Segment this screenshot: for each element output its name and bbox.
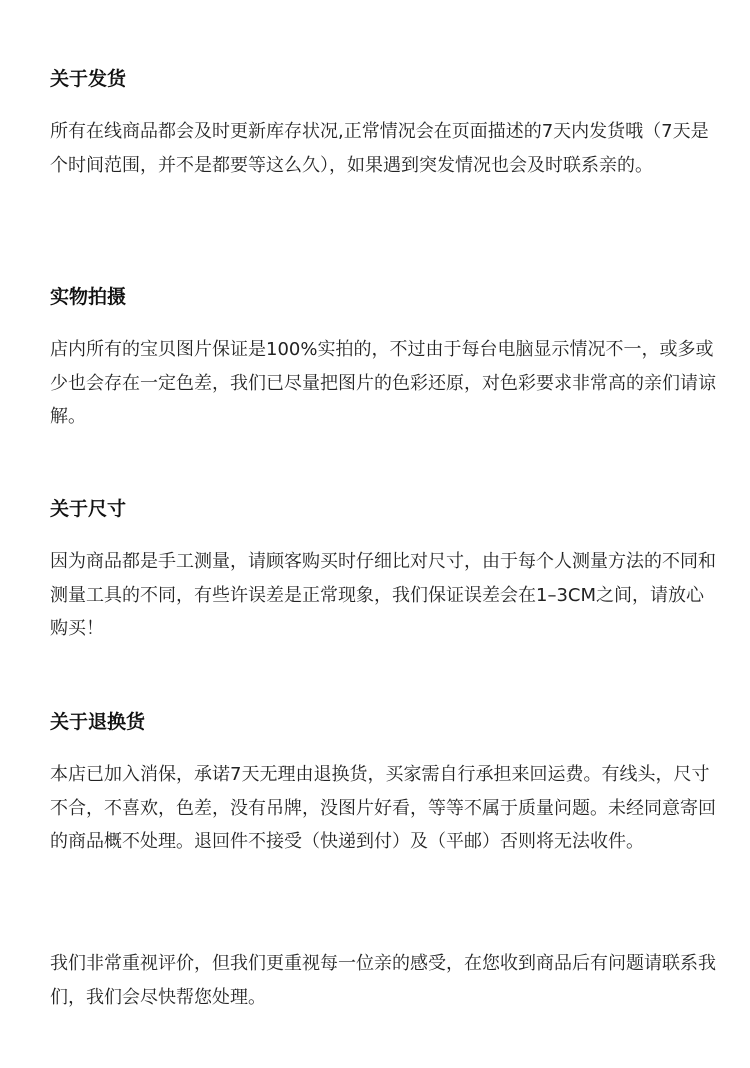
section-title: 关于退换货 (50, 711, 146, 733)
section-body: 店内所有的宝贝图片保证是100%实拍的，不过由于每台电脑显示情况不一，或多或少也会存在一定色差，我们已尽量把图片的色彩还原，对色彩要求非常高的亲们请谅解。 (50, 339, 716, 427)
section-shipping (50, 67, 718, 182)
section-body: 因为商品都是手工测量，请顾客购买时仔细比对尺寸，由于每个人测量方法的不同和测量工具的不同，有些许误差是正常现象，我们保证误差会在1–3CM之间，请放心购买！ (50, 551, 716, 639)
section-returns (50, 710, 718, 859)
section-photography (50, 285, 718, 434)
section-title: 关于发货 (50, 68, 127, 90)
section-title: 实物拍摄 (50, 286, 127, 308)
section-size (50, 497, 718, 646)
section-body: 本店已加入消保，承诺7天无理由退换货，买家需自行承担来回运费。有线头，尺寸不合，不喜欢，色差，没有吊牌，没图片好看，等等不属于质量问题。未经同意寄回的商品概不处理。退回件不接受（快递到付）及（平邮）否则将无法收件。 (50, 764, 716, 852)
closing-body: 我们非常重视评价，但我们更重视每一位亲的感受，在您收到商品后有问题请联系我们，我们会尽快帮您处理。 (50, 953, 716, 1008)
section-body: 所有在线商品都会及时更新库存状况,正常情况会在页面描述的7天内发货哦（7天是个时间范围，并不是都要等这么久），如果遇到突发情况也会及时联系亲的。 (50, 121, 709, 176)
closing-note (50, 947, 718, 1014)
section-title: 关于尺寸 (50, 498, 127, 520)
